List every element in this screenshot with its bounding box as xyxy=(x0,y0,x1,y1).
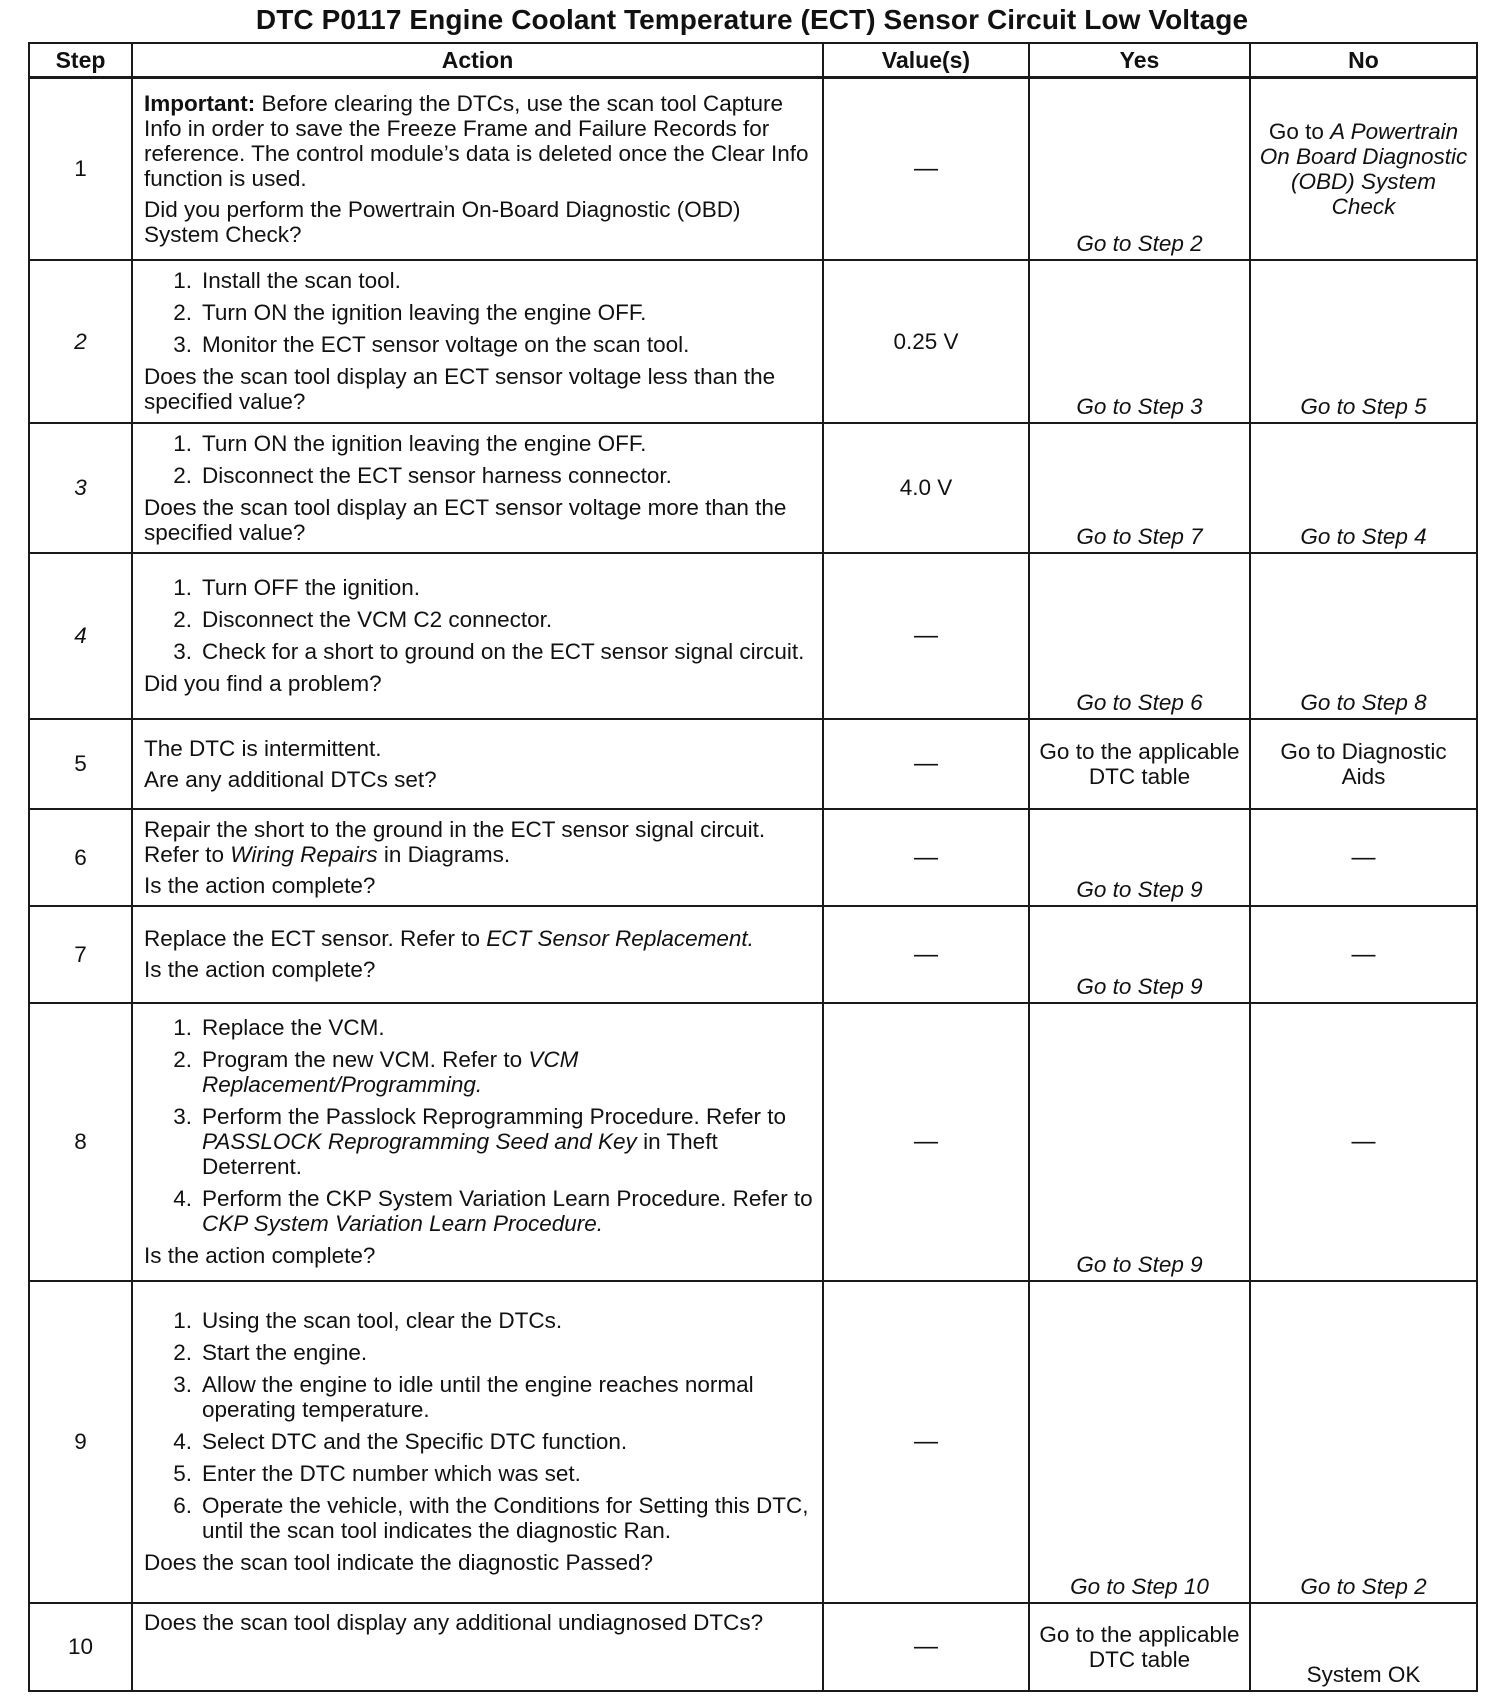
list-item: 2. Disconnect the ECT sensor harness connector. xyxy=(173,462,672,488)
action-text: The DTC is intermittent. xyxy=(144,735,382,761)
table-row xyxy=(29,78,1477,260)
list-item: 1. Install the scan tool. xyxy=(173,268,401,293)
step-number: 1 xyxy=(29,78,132,260)
reference-link: PASSLOCK Reprogramming Seed and Key xyxy=(202,1129,637,1154)
action-question: Did you perform the Powertrain On-Board Diagnostic (OBD) System Check? xyxy=(144,196,741,247)
yes-cell: Go to Step 2 xyxy=(1029,78,1250,260)
action-question: Does the scan tool display an ECT sensor voltage more than the specified value? xyxy=(144,494,787,545)
list-item: 5. Enter the DTC number which was set. xyxy=(173,1461,581,1486)
value-cell: — xyxy=(823,553,1029,719)
action-text: Replace the ECT sensor. Refer to ECT Sensor Replacement. xyxy=(144,926,754,951)
action-cell xyxy=(132,553,823,719)
action-list xyxy=(144,575,814,664)
list-item: 3. Check for a short to ground on the ECT sensor signal circuit. xyxy=(173,639,805,664)
step-number: 7 xyxy=(29,906,132,1003)
value-cell: 0.25 V xyxy=(823,260,1029,423)
no-cell: Go to Step 8 xyxy=(1250,553,1477,719)
action-question: Does the scan tool indicate the diagnostic Passed? xyxy=(144,1550,654,1575)
no-link: A Powertrain On Board Diagnostic (OBD) System Check xyxy=(1259,118,1468,219)
value-cell: — xyxy=(823,906,1029,1003)
no-cell: Go to Diagnostic Aids xyxy=(1250,719,1477,809)
list-item: 2. Program the new VCM. Refer to VCM Replacement/Programming. xyxy=(173,1047,579,1097)
action-question: Does the scan tool display any additional undiagnosed DTCs? xyxy=(144,1609,764,1635)
yes-cell: Go to Step 3 xyxy=(1029,260,1250,423)
no-cell: Go to Step 4 xyxy=(1250,423,1477,553)
list-item: 4. Perform the CKP System Variation Learn Procedure. Refer to CKP System Variation Learn Procedure. xyxy=(173,1186,813,1236)
list-item: 6. Operate the vehicle, with the Conditions for Setting this DTC, until the scan tool indicates the diagnostic Ran. xyxy=(173,1493,809,1543)
no-cell: — xyxy=(1250,809,1477,906)
value-cell: 4.0 V xyxy=(823,423,1029,553)
step-number: 5 xyxy=(29,719,132,809)
important-note xyxy=(144,91,814,191)
step-number: 6 xyxy=(29,809,132,906)
action-list xyxy=(144,1308,814,1543)
yes-cell: Go to Step 6 xyxy=(1029,553,1250,719)
list-item: 1. Using the scan tool, clear the DTCs. xyxy=(173,1308,563,1333)
header-action: Action xyxy=(132,43,823,78)
table-row xyxy=(29,906,1477,1003)
step-number: 10 xyxy=(29,1603,132,1691)
step-number: 8 xyxy=(29,1003,132,1281)
action-cell xyxy=(132,809,823,906)
list-item: 4. Select DTC and the Specific DTC function. xyxy=(173,1429,628,1454)
reference-link: Wiring Repairs xyxy=(230,841,378,867)
table-row xyxy=(29,1603,1477,1691)
action-question: Is the action complete? xyxy=(144,957,376,982)
list-item: 1. Replace the VCM. xyxy=(173,1015,385,1040)
action-cell xyxy=(132,423,823,553)
no-cell: Go to Step 5 xyxy=(1250,260,1477,423)
action-question: Are any additional DTCs set? xyxy=(144,766,437,792)
yes-cell: Go to Step 9 xyxy=(1029,906,1250,1003)
value-cell: — xyxy=(823,1281,1029,1603)
table-row xyxy=(29,1281,1477,1603)
action-question: Did you find a problem? xyxy=(144,671,382,696)
action-cell xyxy=(132,1003,823,1281)
value-cell: — xyxy=(823,1603,1029,1691)
important-label: Important: xyxy=(144,90,256,116)
header-values: Value(s) xyxy=(823,43,1029,78)
yes-cell: Go to the applicable DTC table xyxy=(1029,719,1250,809)
action-cell xyxy=(132,78,823,260)
action-cell xyxy=(132,1281,823,1603)
table-row xyxy=(29,553,1477,719)
action-question: Is the action complete? xyxy=(144,872,376,898)
action-list xyxy=(144,431,814,488)
yes-cell: Go to Step 9 xyxy=(1029,1003,1250,1281)
value-cell: — xyxy=(823,1003,1029,1281)
list-item: 1. Turn ON the ignition leaving the engine OFF. xyxy=(173,430,647,456)
list-item: 3. Perform the Passlock Reprogramming Procedure. Refer to PASSLOCK Reprogramming Seed and Key in Theft Deterrent. xyxy=(173,1104,786,1179)
action-text: Repair the short to the ground in the ECT sensor signal circuit. Refer to Wiring Repairs in Diagrams. xyxy=(144,816,766,867)
header-yes: Yes xyxy=(1029,43,1250,78)
table-row xyxy=(29,1003,1477,1281)
list-item: 2. Start the engine. xyxy=(173,1340,368,1365)
yes-cell: Go to Step 7 xyxy=(1029,423,1250,553)
list-item: 1. Turn OFF the ignition. xyxy=(173,575,421,600)
value-cell: — xyxy=(823,809,1029,906)
no-cell: Go to Step 2 xyxy=(1250,1281,1477,1603)
yes-cell: Go to Step 10 xyxy=(1029,1281,1250,1603)
yes-cell: Go to the applicable DTC table xyxy=(1029,1603,1250,1691)
table-row xyxy=(29,260,1477,423)
header-step: Step xyxy=(29,43,132,78)
page-title: DTC P0117 Engine Coolant Temperature (ECT) Sensor Circuit Low Voltage xyxy=(255,4,1249,35)
no-cell xyxy=(1250,78,1477,260)
reference-link: CKP System Variation Learn Procedure. xyxy=(202,1211,604,1236)
header-row xyxy=(29,43,1477,78)
list-item: 2. Disconnect the VCM C2 connector. xyxy=(173,607,553,632)
list-item: 3. Monitor the ECT sensor voltage on the scan tool. xyxy=(173,332,690,357)
list-item: 2. Turn ON the ignition leaving the engine OFF. xyxy=(173,300,647,325)
step-number: 3 xyxy=(29,423,132,553)
value-cell: — xyxy=(823,78,1029,260)
important-text: Before clearing the DTCs, use the scan tool Capture Info in order to save the Freeze Frame and Failure Records for reference. The control module’s data is deleted once the Clear Info function is used. xyxy=(144,90,809,191)
no-cell: — xyxy=(1250,1003,1477,1281)
table-row xyxy=(29,719,1477,809)
step-number: 4 xyxy=(29,553,132,719)
step-number: 2 xyxy=(29,260,132,423)
no-prefix: Go to xyxy=(1268,118,1331,144)
action-cell xyxy=(132,260,823,423)
action-cell xyxy=(132,719,823,809)
table-row xyxy=(29,809,1477,906)
diagnostic-table xyxy=(28,42,1478,1692)
yes-cell: Go to Step 9 xyxy=(1029,809,1250,906)
reference-link: VCM Replacement/Programming. xyxy=(202,1047,579,1097)
no-cell: — xyxy=(1250,906,1477,1003)
action-question: Does the scan tool display an ECT sensor voltage less than the specified value? xyxy=(144,364,776,414)
action-cell xyxy=(132,1603,823,1691)
header-no: No xyxy=(1250,43,1477,78)
step-number: 9 xyxy=(29,1281,132,1603)
action-question: Is the action complete? xyxy=(144,1243,376,1268)
value-cell: — xyxy=(823,719,1029,809)
table-row xyxy=(29,423,1477,553)
action-cell xyxy=(132,906,823,1003)
no-cell: System OK xyxy=(1250,1603,1477,1691)
action-list xyxy=(144,1015,814,1236)
action-list xyxy=(144,268,814,357)
list-item: 3. Allow the engine to idle until the engine reaches normal operating temperature. xyxy=(173,1372,754,1422)
reference-link: ECT Sensor Replacement. xyxy=(486,926,754,951)
